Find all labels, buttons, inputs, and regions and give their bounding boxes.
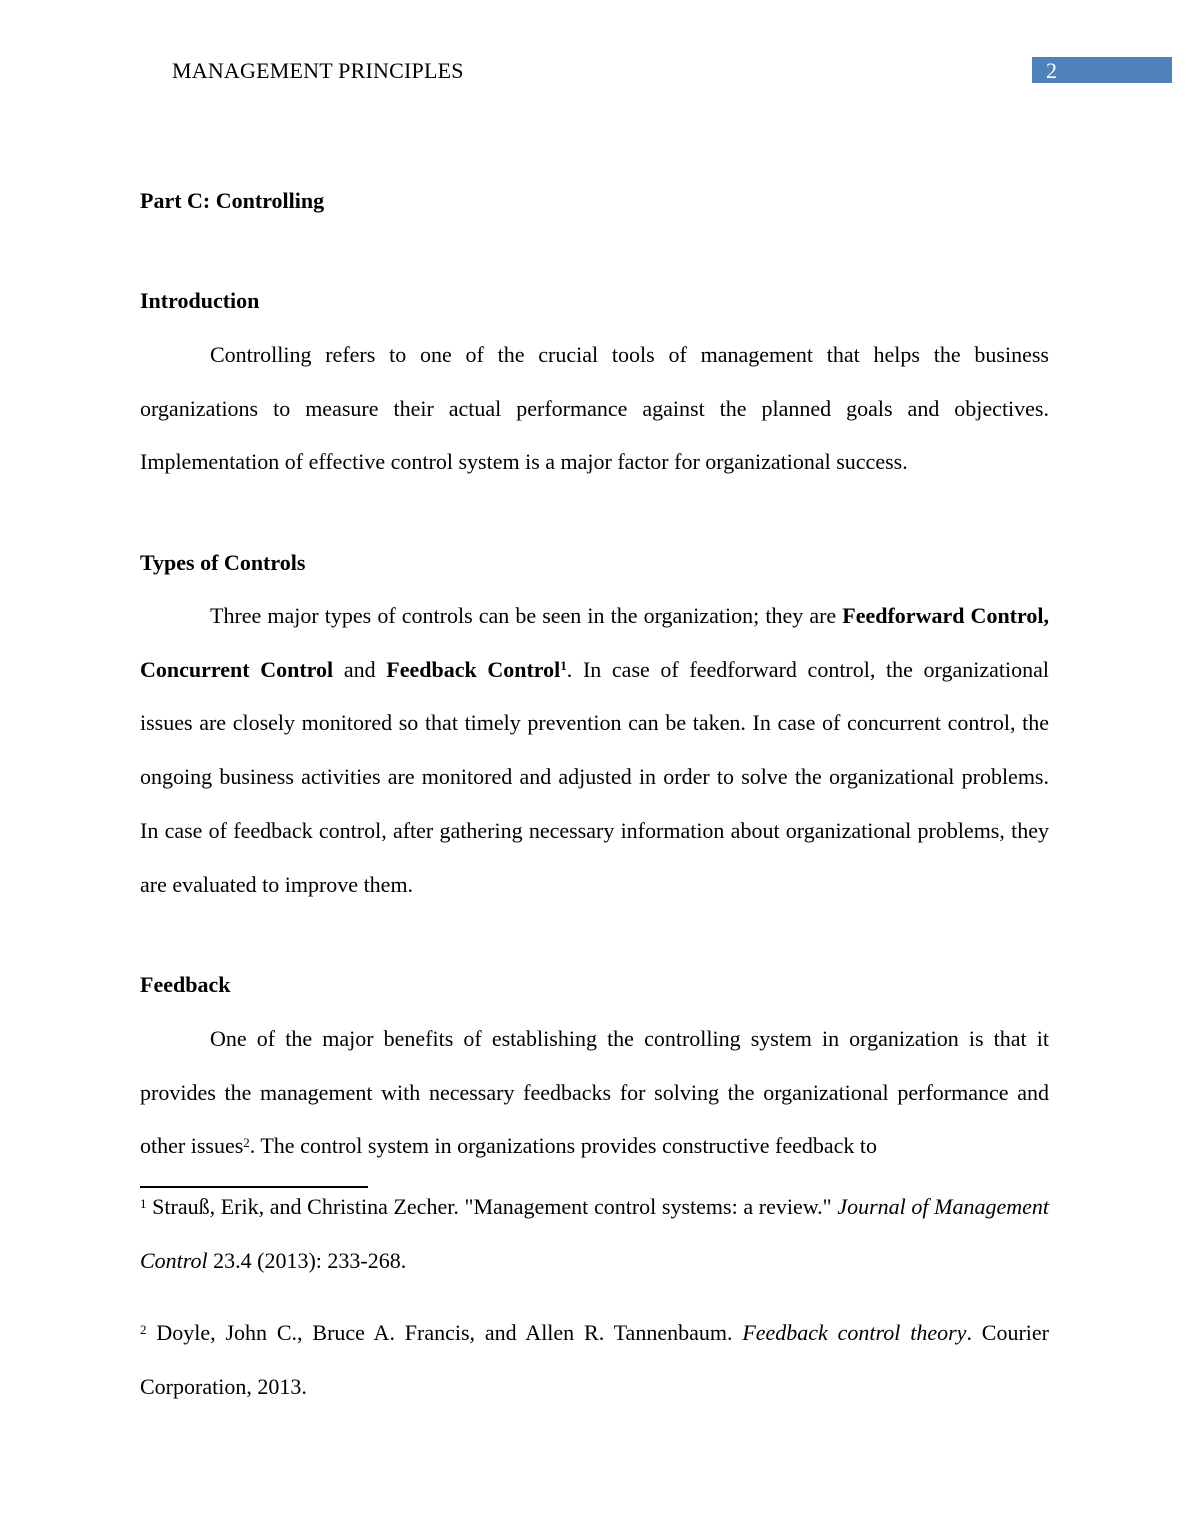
heading-feedback: Feedback (140, 972, 231, 997)
introduction-text: Controlling refers to one of the crucial tools of management that helps the business organizations to measure their actual performance against the planned goals and objectives. Implementation of effective control system is a major factor for organizational success. (140, 342, 1049, 475)
footnote-2-tail: . Courier Corporation, 2013. (140, 1320, 1050, 1399)
footnote-ref-1: 1 (560, 658, 567, 674)
types-bold-2: Feedback Control (386, 656, 561, 682)
footnote-2-number: 2 (140, 1321, 147, 1337)
footnote-ref-2: 2 (243, 1135, 250, 1151)
footnote-1-number: 1 (140, 1195, 147, 1211)
paragraph-feedback (140, 1012, 1049, 1173)
running-header: MANAGEMENT PRINCIPLES (172, 58, 464, 83)
paragraph-types-of-controls (140, 589, 1049, 911)
types-text-3: . In case of feedforward control, the organizational issues are closely monitored so that timely prevention can be taken. In case of concurrent control, the ongoing business activities are monitored and adjusted in order to solve the organizational problems. In case of feedback control, after gathering necessary information about organizational problems, they are evaluated to improve them. (140, 656, 1049, 897)
part-title: Part C: Controlling (140, 188, 325, 213)
feedback-text-1: One of the major benefits of establishing the controlling system in organization is that it provides the management with necessary feedbacks for solving the organizational performance and other issues (140, 1026, 1049, 1159)
feedback-text-2: . The control system in organizations provides constructive feedback to (249, 1133, 878, 1159)
page-number-bar (1032, 57, 1172, 83)
footnote-1-text: Strauß, Erik, and Christina Zecher. "Management control systems: a review." (146, 1194, 838, 1219)
footnote-2 (140, 1306, 1049, 1413)
paragraph-introduction (140, 328, 1049, 489)
footnote-1 (140, 1180, 1049, 1287)
footnote-2-italic: Feedback control theory (742, 1320, 967, 1345)
heading-introduction: Introduction (140, 288, 260, 313)
types-text-1: Three major types of controls can be seen in the organization; they are (210, 603, 843, 628)
footnote-1-tail: 23.4 (2013): 233-268. (207, 1247, 407, 1273)
types-text-2: and (333, 656, 387, 682)
page-number: 2 (1046, 58, 1057, 83)
heading-types-of-controls: Types of Controls (140, 550, 306, 575)
footnote-1-italic: Journal of Management Control (140, 1194, 1050, 1273)
footnote-2-text: Doyle, John C., Bruce A. Francis, and Allen R. Tannenbaum. (146, 1320, 743, 1345)
types-bold-1: Feedforward Control, Concurrent Control (140, 603, 1049, 682)
